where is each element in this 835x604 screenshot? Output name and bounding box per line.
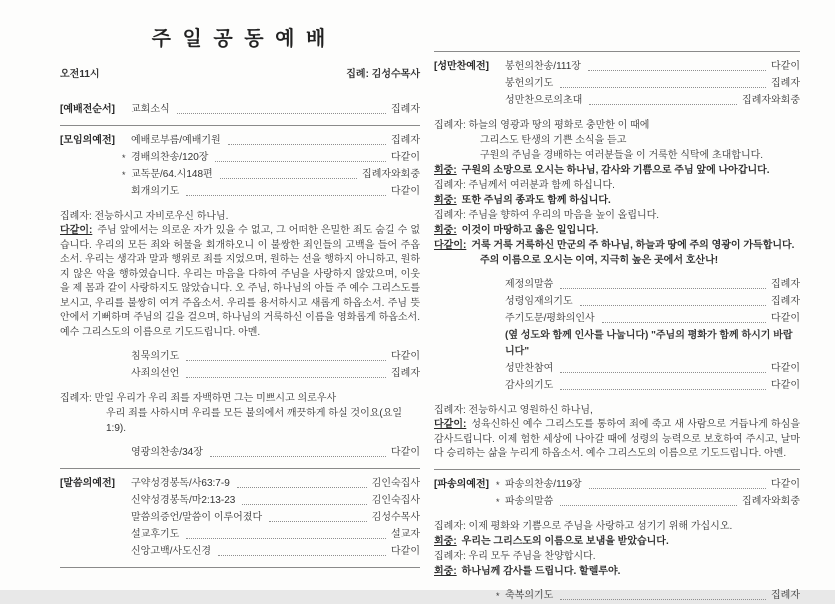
- section-label: [예배전순서]: [60, 104, 115, 115]
- order-item-label: 설교후기도: [131, 529, 180, 540]
- peace-note: (옆 성도와 함께 인사를 나눕니다) "주님의 평화가 함께 하시기 바랍니다": [505, 330, 793, 357]
- horizontal-rule: [434, 51, 800, 52]
- dotted-leader: [560, 372, 766, 373]
- order-row: [434, 494, 800, 510]
- dotted-leader: [186, 377, 386, 378]
- speaker-label: 다같이:: [434, 419, 467, 430]
- dialogue-line-continuation: 구원의 주님을 경배하는 여러분들을 이 거룩한 식탁에 초대합니다.: [480, 150, 764, 161]
- dialogue-line-all: [434, 238, 800, 253]
- order-row: [60, 493, 420, 509]
- order-item-label: 봉헌의찬송/111장: [505, 61, 581, 72]
- horizontal-rule: [434, 469, 800, 470]
- horizontal-rule: [60, 125, 420, 126]
- order-row: [60, 133, 420, 149]
- dialogue-line-continuation: 그리스도 탄생의 기쁜 소식을 듣고: [480, 135, 627, 146]
- order-item-performer: 집례자와회중: [742, 495, 800, 507]
- dialogue-line-congregation: [434, 223, 800, 238]
- order-item-label: 영광의찬송/34장: [131, 447, 203, 458]
- order-item-performer: 다같이: [771, 313, 800, 324]
- speaker-label: 다같이:: [60, 225, 93, 236]
- order-item-performer: 설교자: [391, 529, 420, 540]
- order-item-label: 구약성경봉독/사63:7-9: [131, 478, 230, 489]
- dotted-leader: [228, 144, 386, 145]
- order-item-performer: 다같이: [771, 478, 800, 490]
- star-mark: *: [496, 496, 500, 507]
- section-pre-service: [60, 102, 420, 118]
- thanksgiving-text: 성육신하신 예수 그리스도를 통하여 죄에 죽고 새 사람으로 거듭나게 하심을 감사드립니다. 이제 험한 세상에 나아갈 때에 성령의 능력으로 보호하여 주시고, 날마다 승리하는 삶을 누리게 하옵소서. 예수 그리스도의 이름으로 기도드립니다. 아멘.: [434, 419, 800, 459]
- speaker-label: 회중:: [434, 565, 457, 577]
- order-row: [60, 150, 420, 166]
- order-item-label: 신약성경봉독/마2:13-23: [131, 495, 236, 506]
- dialogue-line-leader: 집례자: 만일 우리가 우리 죄를 자백하면 그는 미쁘시고 의로우사: [60, 393, 337, 404]
- dotted-leader: [186, 538, 386, 539]
- absolution-dialogue: [60, 391, 420, 436]
- order-item-label: 침묵의기도: [131, 351, 180, 362]
- order-row: [60, 102, 420, 118]
- sending-dialogue: [434, 519, 800, 579]
- section-gathering: [60, 133, 420, 200]
- service-meta: [60, 65, 420, 80]
- horizontal-rule: [60, 468, 420, 469]
- dotted-leader: [237, 487, 367, 488]
- order-item-label: 교독문/64.시148편: [131, 169, 213, 180]
- dialogue-line-congregation: [434, 564, 800, 579]
- dotted-leader: [218, 555, 386, 556]
- bulletin-title: 주 일 공 동 예 배: [151, 28, 329, 50]
- dialogue-line-leader: 집례자: 전능하시고 영원하신 하나님,: [434, 405, 593, 416]
- speaker-label: 회중:: [434, 225, 457, 236]
- dialogue-text: 구원의 소망으로 오시는 하나님, 감사와 기쁨으로 주님 앞에 나아갑니다.: [461, 165, 770, 176]
- order-item-performer: 집례자: [391, 368, 420, 379]
- dialogue-text: 이것이 마땅하고 옳은 일입니다.: [461, 225, 599, 236]
- dotted-leader: [580, 305, 766, 306]
- order-item-performer: 다같이: [771, 61, 800, 72]
- dialogue-line-congregation: [434, 534, 800, 549]
- order-item-label: 봉헌의기도: [505, 78, 554, 89]
- dotted-leader: [589, 488, 766, 489]
- order-item-label: 주기도문/평화의인사: [505, 313, 595, 324]
- order-item-performer: 집례자와회중: [742, 95, 800, 106]
- order-row: [60, 510, 420, 526]
- order-row: [434, 328, 800, 360]
- benediction-item: [434, 588, 800, 604]
- order-row: [434, 477, 800, 493]
- order-row: [434, 76, 800, 92]
- order-row: [60, 544, 420, 560]
- sursum-corda-dialogue: [434, 118, 800, 268]
- order-item-performer: 집례자: [391, 135, 420, 146]
- dialogue-line-leader: 집례자: 우리 모두 주님을 찬양합시다.: [434, 550, 596, 562]
- order-item-performer: 다같이: [771, 363, 800, 374]
- order-item-performer: 집례자: [771, 296, 800, 307]
- order-item-label: 신앙고백/사도신경: [131, 546, 212, 557]
- speaker-label: 다같이:: [434, 240, 467, 251]
- order-row: [60, 167, 420, 183]
- dotted-leader: [220, 178, 357, 179]
- star-mark: *: [496, 590, 500, 601]
- communion-items: [434, 277, 800, 394]
- order-item-label: 사죄의선언: [131, 368, 180, 379]
- dotted-leader: [186, 360, 386, 361]
- order-row: [434, 294, 800, 310]
- service-time: 오전11시: [60, 69, 100, 80]
- dotted-leader: [560, 505, 737, 506]
- dotted-leader: [560, 87, 766, 88]
- order-item-label: 감사의기도: [505, 380, 554, 391]
- star-mark: *: [496, 479, 500, 490]
- dialogue-line-continuation: 주의 이름으로 오시는 이여, 지극히 높은 곳에서 호산나!: [480, 255, 719, 266]
- order-row: [434, 588, 800, 604]
- order-row: [434, 361, 800, 377]
- dotted-leader: [589, 104, 737, 105]
- confession-text: 주님 앞에서는 의로운 자가 있을 수 없고, 그 어떠한 은밀한 죄도 숨길 수 없습니다. 우리의 모든 죄와 허물을 회개하오니 이 불쌍한 죄인들의 고백을 들어 주옵소서. 우리는 생각과 말과 행위로 죄를 지었으며, 원하는 선을 행하지 아니하고, 원하지 않은 악을 행하였습니다. 우리는 마음을 다하여 주님을 사랑하지 않았으며, 이웃을 제 몸과 같이 사랑하지도 않았습니다. 오 주님, 하나님의 아들 주 예수 그리스도를 보시고, 우리를 불쌍히 여겨 주옵소서. 우리를 용서하시고 새롭게 하옵소서. 주님 뜻 안에서 기뻐하며 주님의 길을 걸으며, 하나님의 거룩하신 이름을 영화롭게 하옵소서. 예수 그리스도의 이름으로 기도드립니다. 아멘.: [60, 225, 420, 338]
- order-item-label: 예배로부름/예배기원: [131, 135, 221, 146]
- order-item-performer: 김성수목사: [371, 512, 420, 523]
- dotted-leader: [560, 389, 766, 390]
- dialogue-text: 또한 주님의 종과도 함께 하십니다.: [461, 195, 611, 206]
- order-item-label: 파송의찬송/119장: [505, 478, 582, 490]
- section-label: [성만찬예전]: [434, 61, 489, 72]
- order-row: [60, 476, 420, 492]
- order-item-label: 파송의말씀: [505, 495, 554, 507]
- dialogue-line-leader: 집례자: 주님을 향하여 우리의 마음을 높이 올립니다.: [434, 210, 660, 221]
- order-row: [60, 527, 420, 543]
- order-row: [60, 349, 420, 365]
- order-item-performer: 다같이: [391, 546, 420, 557]
- order-item-performer: 집례자: [771, 78, 800, 89]
- dialogue-line-congregation: [434, 163, 800, 178]
- order-item-performer: 김인숙집사: [371, 478, 420, 489]
- dotted-leader: [210, 456, 386, 457]
- dialogue-text: 거룩 거룩 거룩하신 만군의 주 하나님, 하늘과 땅에 주의 영광이 가득합니다.: [471, 240, 795, 251]
- dotted-leader: [215, 161, 386, 162]
- order-item-label: 성령임재의기도: [505, 296, 573, 307]
- order-item-label: 축복의기도: [505, 589, 554, 601]
- left-page: [60, 14, 420, 580]
- order-row: [434, 277, 800, 293]
- order-row: [434, 311, 800, 327]
- order-item-label: 제정의말씀: [505, 279, 554, 290]
- order-row: [434, 59, 800, 75]
- dialogue-text: 우리는 그리스도의 이름으로 보냄을 받았습니다.: [461, 535, 669, 547]
- section-label: [모임의예전]: [60, 135, 115, 146]
- section-sending: [434, 477, 800, 510]
- order-item-label: 회개의기도: [131, 186, 180, 197]
- order-item-performer: 다같이: [391, 351, 420, 362]
- section-word: [60, 476, 420, 560]
- order-item-performer: 다같이: [771, 380, 800, 391]
- dialogue-line-congregation: [434, 193, 800, 208]
- star-mark: *: [122, 153, 126, 163]
- order-item-performer: 다같이: [391, 186, 420, 197]
- order-item-label: 성만찬으로의초대: [505, 95, 583, 106]
- thanksgiving-paragraph: [434, 418, 800, 462]
- section-label: [파송의예전]: [434, 478, 489, 490]
- dotted-leader: [177, 113, 386, 114]
- speaker-label: 회중:: [434, 535, 457, 547]
- dotted-leader: [588, 70, 766, 71]
- star-mark: *: [122, 170, 126, 180]
- order-row: [434, 93, 800, 109]
- order-item-label: 성만찬참여: [505, 363, 554, 374]
- order-item-performer: 다같이: [391, 152, 420, 163]
- order-item-label: 교회소식: [131, 104, 170, 115]
- dialogue-text: 하나님께 감사를 드립니다. 할렐루야.: [461, 565, 621, 577]
- dotted-leader: [602, 322, 766, 323]
- order-item-label: 경배의찬송/120장: [131, 152, 209, 163]
- right-page: [434, 14, 800, 601]
- order-item-label: 말씀의증언/말씀이 이루어졌다: [131, 512, 263, 523]
- dialogue-line-leader: 집례자: 이제 평화와 기쁨으로 주님을 사랑하고 섬기기 위해 가십시오.: [434, 520, 733, 532]
- order-item-performer: 다같이: [391, 447, 420, 458]
- gloria-item: [60, 445, 420, 461]
- order-row: [60, 366, 420, 382]
- order-item-performer: 김인숙집사: [371, 495, 420, 506]
- dialogue-line-leader: 집례자: 주님께서 여러분과 함께 하십니다.: [434, 180, 615, 191]
- thanksgiving-dialogue: [434, 403, 800, 462]
- dotted-leader: [269, 521, 367, 522]
- dialogue-line-continuation: 우리 죄를 사하시며 우리를 모든 불의에서 깨끗하게 하실 것이요(요일1:9).: [106, 408, 403, 434]
- order-row: [60, 184, 420, 200]
- order-item-performer: 집례자: [771, 589, 800, 601]
- order-row: [60, 445, 420, 461]
- horizontal-rule: [60, 567, 420, 568]
- order-row: [434, 378, 800, 394]
- speaker-label: 회중:: [434, 195, 457, 206]
- dotted-leader: [560, 288, 766, 289]
- confession-paragraph: [60, 224, 420, 340]
- officiant-name: 집례: 김성수목사: [346, 69, 420, 80]
- dialogue-line-leader: 집례자: 전능하시고 자비로우신 하나님.: [60, 211, 229, 222]
- section-eucharist: [434, 59, 800, 109]
- dialogue-line-leader: 집례자: 하늘의 영광과 땅의 평화로 충만한 이 때에: [434, 120, 650, 131]
- dotted-leader: [186, 195, 386, 196]
- dotted-leader: [560, 599, 766, 600]
- post-confession-items: [60, 349, 420, 382]
- order-item-performer: 집례자와회중: [362, 169, 420, 180]
- order-item-performer: 집례자: [771, 279, 800, 290]
- section-label: [말씀의예전]: [60, 478, 115, 489]
- confession-dialogue: [60, 209, 420, 340]
- speaker-label: 회중:: [434, 165, 457, 176]
- dotted-leader: [242, 504, 366, 505]
- order-item-performer: 집례자: [391, 104, 420, 115]
